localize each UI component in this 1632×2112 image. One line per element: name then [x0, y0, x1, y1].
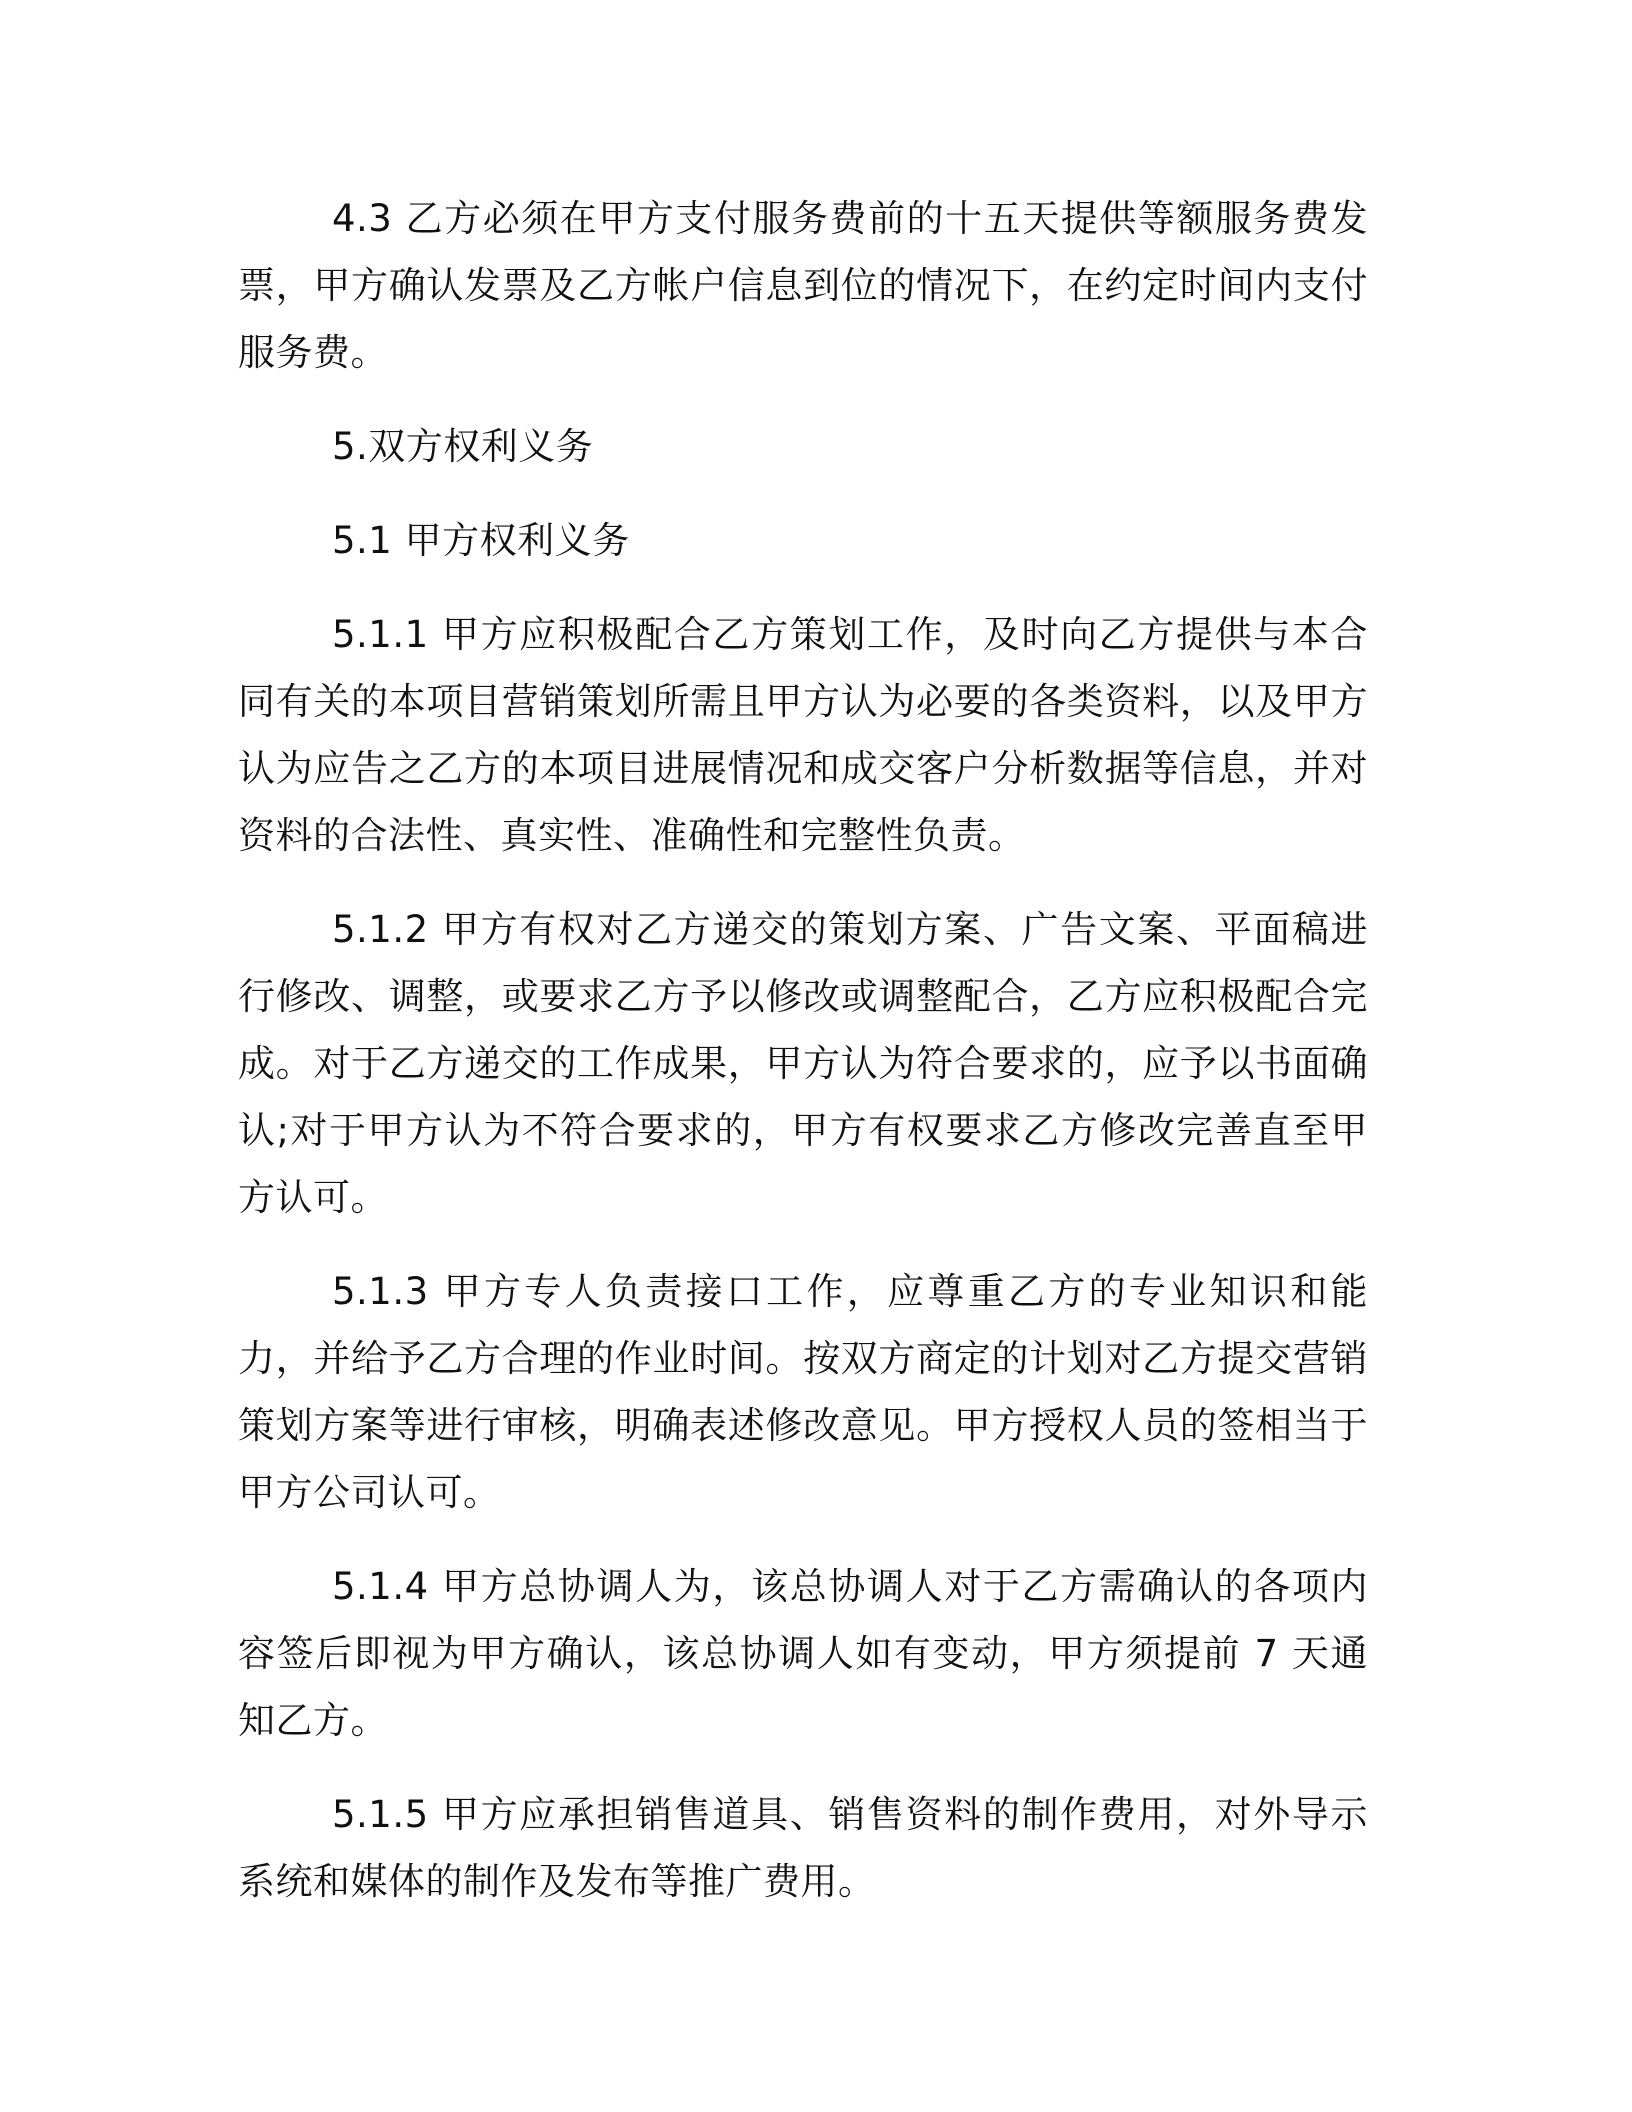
clause-5-1-5: 5.1.5 甲方应承担销售道具、销售资料的制作费用，对外导示系统和媒体的制作及发布等推广费用。 — [238, 1793, 1368, 1903]
clause-5-1-4: 5.1.4 甲方总协调人为，该总协调人对于乙方需确认的各项内容签后即视为甲方确认，该总协调人如有变动，甲方须提前 7 天通知乙方。 — [238, 1565, 1368, 1742]
clause-4-3: 4.3 乙方必须在甲方支付服务费前的十五天提供等额服务费发票，甲方确认发票及乙方帐户信息到位的情况下，在约定时间内支付服务费。 — [238, 197, 1368, 374]
section-heading-5-1: 5.1 甲方权利义务 — [332, 519, 630, 562]
clause-5-1-3: 5.1.3 甲方专人负责接口工作，应尊重乙方的专业知识和能力，并给予乙方合理的作业时间。按双方商定的计划对乙方提交营销策划方案等进行审核，明确表述修改意见。甲方授权人员的签相当于甲方公司认可。 — [238, 1270, 1368, 1514]
clause-5-1-1: 5.1.1 甲方应积极配合乙方策划工作，及时向乙方提供与本合同有关的本项目营销策划所需且甲方认为必要的各类资料，以及甲方认为应告之乙方的本项目进展情况和成交客户分析数据等信息，并对资料的合法性、真实性、准确性和完整性负责。 — [238, 613, 1368, 857]
section-heading-5: 5.双方权利义务 — [332, 425, 594, 468]
clause-5-1-2: 5.1.2 甲方有权对乙方递交的策划方案、广告文案、平面稿进行修改、调整，或要求乙方予以修改或调整配合，乙方应积极配合完成。对于乙方递交的工作成果，甲方认为符合要求的，应予以书面确认;对于甲方认为不符合要求的，甲方有权要求乙方修改完善直至甲方认可。 — [238, 908, 1368, 1219]
document-page — [238, 185, 1368, 1942]
